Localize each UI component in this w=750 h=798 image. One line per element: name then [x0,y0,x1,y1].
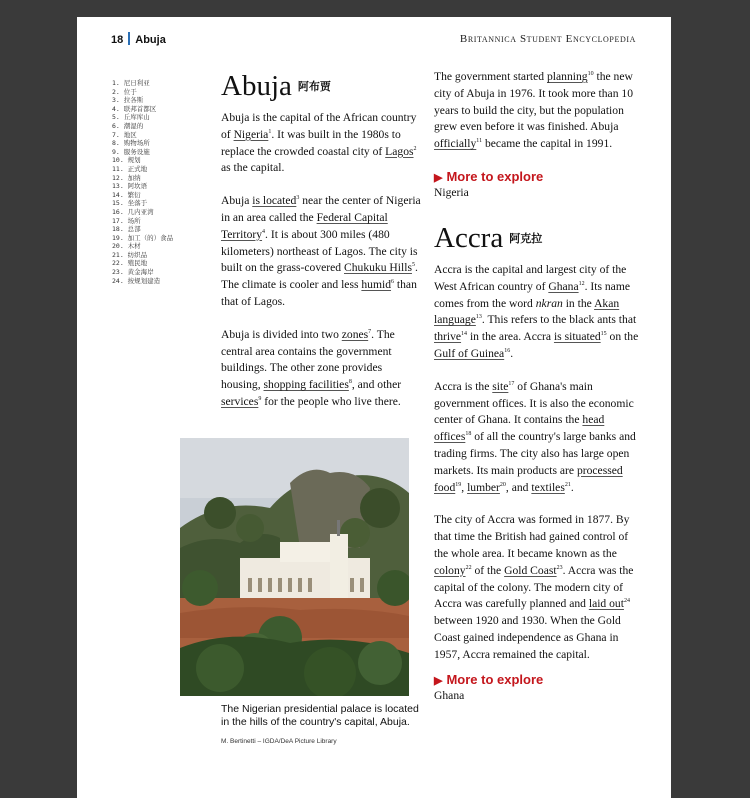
glossary-item: 15. 坐落于 [112,199,148,208]
entry-title-text: Accra [434,221,504,254]
entry-title-zh: 阿布贾 [297,80,331,93]
abuja-entry [221,69,451,427]
glossary-term[interactable]: services [221,394,259,408]
glossary-term[interactable]: officially [434,137,477,151]
glossary-term[interactable]: processed food [434,463,623,494]
glossary-term[interactable]: Ghana [548,279,579,293]
glossary-term[interactable]: Akan language [434,296,620,327]
photo-credit: M. Bertinetti – IGDA/DeA Picture Library [221,738,337,745]
glossary-item: 16. 几内亚湾 [112,207,154,216]
glossary-list [112,79,173,285]
glossary-item: 11. 正式地 [112,164,148,173]
glossary-term[interactable]: Chukuku Hills [344,261,412,275]
book-title: Britannica Student Encyclopedia [459,33,636,45]
photo-caption: The Nigerian presidential palace is located in the hills of the country's capital, Abuja. [221,703,419,728]
glossary-term[interactable]: Gold Coast [504,563,557,577]
entry-title-accra [434,221,644,256]
glossary-item: 14. 繁衍 [112,190,141,199]
glossary-item: 7. 地区 [112,130,137,139]
more-to-explore-abuja: ▶ More to explore [434,168,544,184]
glossary-term[interactable]: textiles [531,480,565,494]
glossary-item: 5. 丘库库山 [112,113,150,122]
palace-photo [180,438,409,696]
right-column [434,69,644,724]
glossary-item: 23. 黄金海岸 [112,268,154,277]
paragraph: Abuja is divided into two zones$^7$. The central area contains the government buildings. The other zone provides housing, shopping facilities$^8$, and other services$^9$ for the people who live there. [221,327,402,408]
glossary-item: 18. 总部 [112,225,141,234]
paragraph: Abuja is the capital of the African country of Nigeria$^1$. It was built in the 1980s to replace the crowded coastal city of Lagos$^2$ as the capital. [221,111,417,175]
glossary-item: 19. 加工（的）食品 [112,233,174,242]
glossary-item: 20. 木材 [112,242,141,251]
triangle-right-icon: ▶ [434,171,443,184]
glossary-item: 2. 位于 [112,87,137,96]
related-link-ghana[interactable]: Ghana [434,688,465,702]
glossary-term[interactable]: planning [547,70,588,83]
glossary-item: 21. 纺织品 [112,250,148,259]
section-name: Abuja [135,34,166,46]
glossary-term[interactable]: is situated [553,330,601,344]
header-divider [128,32,130,45]
entry-title-zh: 阿克拉 [509,231,543,245]
glossary-item: 24. 按规划建造 [112,276,161,285]
paragraph: Accra is the site$^{17}$ of Ghana's main government offices. It is also the economic center of Ghana. It contains the head offices$^{18}$ of all the country's large banks and trading firms. The city also has large open markets. Its main products are processed food$^{19}$, lumber$^{20}$, and textiles$^{21}$. [434,379,636,494]
triangle-right-icon: ▶ [434,674,443,687]
glossary-item: 8. 购物场所 [112,139,150,148]
paragraph: Accra is the capital and largest city of the West African country of Ghana$^{12}$. Its name comes from the word nkran in the Akan language$^{13}$. This refers to the black ants that thrive$^{14}$ in the area. Accra is situated$^{15}$ on the Gulf of Guinea$^{16}$. [434,262,639,360]
palace-illustration [180,438,409,696]
glossary-term[interactable]: thrive [434,330,462,344]
glossary-term[interactable]: colony [434,563,466,577]
glossary-term[interactable]: Gulf of Guinea [434,346,505,360]
glossary-term[interactable]: Nigeria [233,127,269,141]
glossary-term[interactable]: zones [341,327,369,341]
glossary-item: 22. 殖民地 [112,259,148,268]
glossary-item: 4. 联邦首都区 [112,104,157,113]
glossary-item: 3. 拉各斯 [112,96,144,105]
glossary-item: 1. 尼日利亚 [112,79,150,87]
glossary-term[interactable]: laid out [588,597,624,611]
glossary-item: 6. 潮湿的 [112,121,144,130]
glossary-item: 9. 服务设施 [112,147,150,156]
page-number: 18 [111,34,124,46]
glossary-term[interactable]: humid [361,278,392,292]
paragraph: Abuja is located$^3$ near the center of Nigeria in an area called the Federal Capital Territory$^4$. It is about 300 miles (480 kilometers) northeast of Lagos. The city is built on the grass-covered Chukuku Hills$^5$. The climate is cooler and less humid$^6$ than that of Lagos. [221,194,421,308]
glossary-term[interactable]: site [492,379,509,393]
entry-title-abuja [221,69,451,104]
glossary-term[interactable]: shopping facilities [263,378,349,392]
running-header-left [111,32,166,46]
glossary-term[interactable]: is located [252,194,297,208]
encyclopedia-page [77,17,671,798]
glossary-item: 13. 阿坎语 [112,182,148,191]
related-link-nigeria[interactable]: Nigeria [434,185,469,199]
glossary-term[interactable]: lumber [467,480,500,494]
glossary-item: 12. 加纳 [112,173,141,182]
glossary-item: 17. 场所 [112,216,141,225]
glossary-term[interactable]: Federal Capital Territory [221,210,388,241]
glossary-item: 10. 规划 [112,156,141,165]
more-to-explore-accra: ▶ More to explore [434,671,544,687]
entry-title-text: Abuja [221,70,292,102]
paragraph: The government started planning$^{10}$ the new city of Abuja in 1976. It took more than 10 years to build the city, but the population grew even before it was finished. Abuja officially$^{11}$ became the capital in 1991. [434,70,633,151]
glossary-term[interactable]: Lagos [385,144,414,158]
glossary-term[interactable]: head offices [434,413,605,444]
paragraph: The city of Accra was formed in 1877. By that time the British had gained control of the whole area. It became known as the colony$^{22}$ of the Gold Coast$^{23}$. Accra was the capital of the colony. The modern city of Accra was carefully planned and laid out$^{24}$ between 1920 and 1930. When the Gold Coast gained independence as Ghana in 1957, Accra remained the capital. [434,513,634,661]
